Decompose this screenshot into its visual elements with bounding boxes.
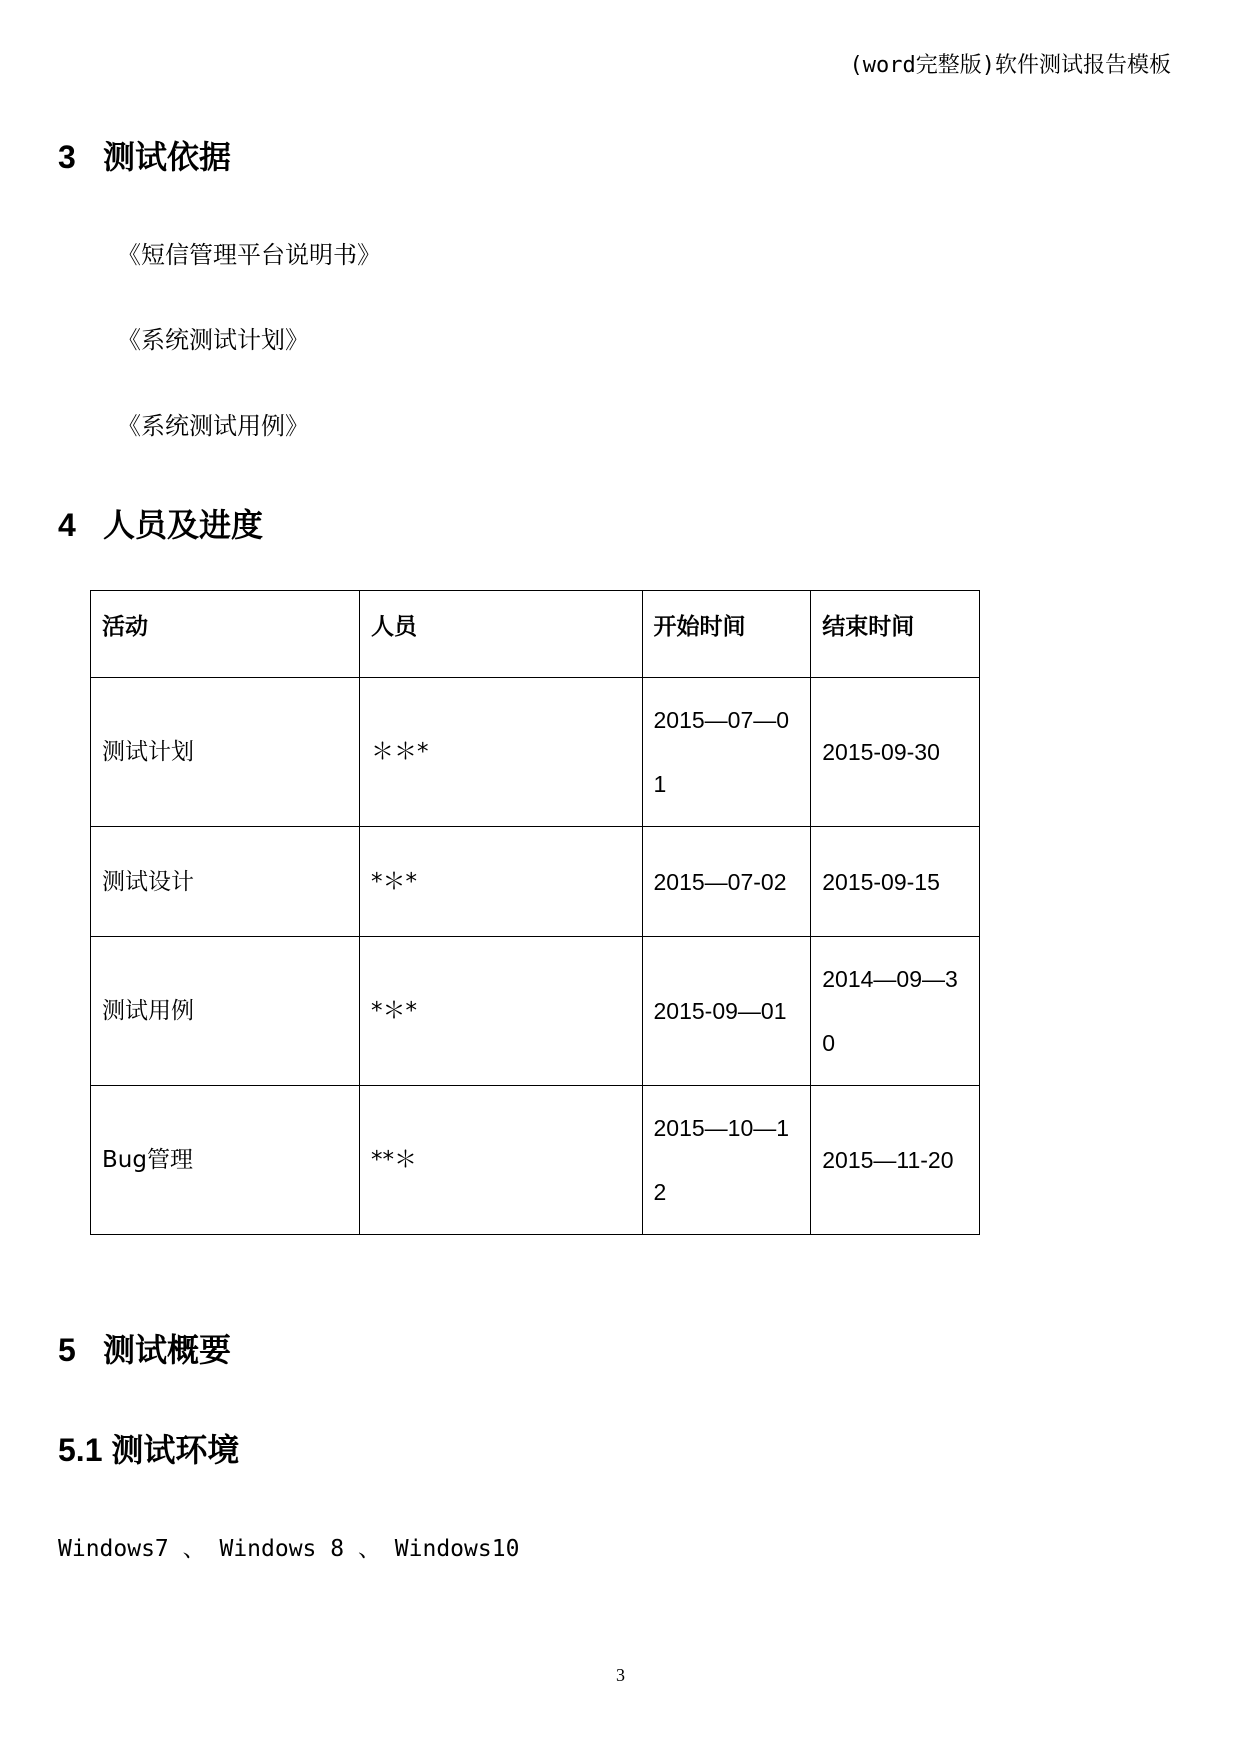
- section-5-1-heading: [58, 1425, 239, 1471]
- section-number: 3: [58, 139, 76, 175]
- table-row: [91, 827, 980, 937]
- section-number: 5: [58, 1332, 76, 1368]
- section-5-heading: [58, 1325, 231, 1371]
- start-date-cell: 2015-09—01: [642, 937, 811, 1086]
- section-title: 人员及进度: [103, 507, 264, 543]
- reference-item: 《系统测试用例》: [117, 412, 309, 440]
- section-title: 测试概要: [103, 1332, 232, 1368]
- personnel-cell: *＊*: [359, 827, 642, 937]
- section-3-heading: [58, 132, 231, 178]
- section-4-heading: [58, 500, 263, 546]
- personnel-cell: *＊*: [359, 937, 642, 1086]
- table-row: [91, 937, 980, 1086]
- activity-cell: Bug管理: [91, 1086, 360, 1235]
- personnel-cell: **＊: [359, 1086, 642, 1235]
- section-title: 测试环境: [111, 1432, 240, 1468]
- reference-item: 《短信管理平台说明书》: [117, 241, 381, 269]
- section-number: 4: [58, 507, 76, 543]
- page-header: (word完整版)软件测试报告模板: [849, 53, 1171, 78]
- section-number: 5.1: [58, 1432, 103, 1468]
- end-date-cell: 2015—11-20: [811, 1086, 980, 1235]
- activity-cell: 测试设计: [91, 827, 360, 937]
- table-header-cell: 活动: [91, 591, 360, 678]
- table-header-cell: 结束时间: [811, 591, 980, 678]
- start-date-cell: 2015—07-02: [642, 827, 811, 937]
- table-header-row: [91, 591, 980, 678]
- schedule-table: [90, 590, 980, 1235]
- start-date-cell: 2015—10—12: [642, 1086, 811, 1235]
- reference-item: 《系统测试计划》: [117, 326, 309, 354]
- environment-text: Windows7 、 Windows 8 、 Windows10: [58, 1536, 520, 1562]
- personnel-cell: ＊＊*: [359, 678, 642, 827]
- end-date-cell: 2015-09-15: [811, 827, 980, 937]
- activity-cell: 测试计划: [91, 678, 360, 827]
- page-number: 3: [616, 1665, 625, 1685]
- section-title: 测试依据: [103, 139, 232, 175]
- activity-cell: 测试用例: [91, 937, 360, 1086]
- table-header-cell: 开始时间: [642, 591, 811, 678]
- table-row: [91, 678, 980, 827]
- start-date-cell: 2015—07—01: [642, 678, 811, 827]
- end-date-cell: 2015-09-30: [811, 678, 980, 827]
- table-row: [91, 1086, 980, 1235]
- table-header-cell: 人员: [359, 591, 642, 678]
- end-date-cell: 2014—09—30: [811, 937, 980, 1086]
